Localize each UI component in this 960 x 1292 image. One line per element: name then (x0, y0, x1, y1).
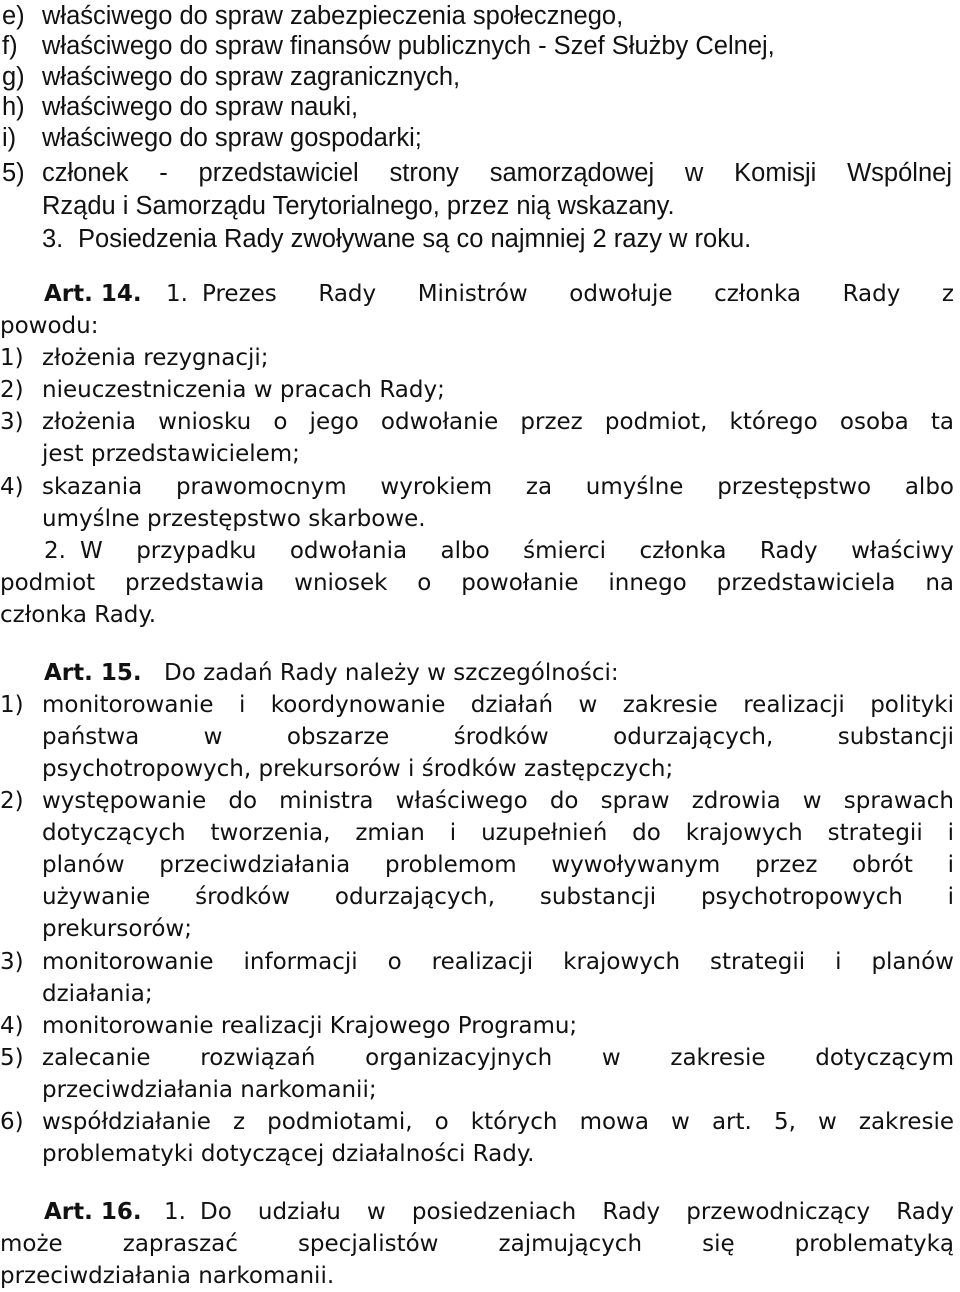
list-text: Rządu i Samorządu Terytorialnego, przez nią wskazany. (42, 192, 675, 220)
art-15-item-1-continued (0, 721, 956, 753)
art-14-item-4-continued (0, 503, 956, 535)
list-text: monitorowanie i koordynowanie działań w zakresie realizacji polityki (42, 692, 954, 718)
art-14-para-2-line-2 (0, 567, 956, 599)
art-15-item-2-continued (0, 849, 956, 881)
art-14-para-2-line-1 (0, 535, 956, 567)
list-label: e) (2, 2, 25, 30)
paragraph-text: W przypadku odwołania albo śmierci członka Rady właściwy (80, 538, 954, 564)
art-14-para-2-line-3 (0, 599, 956, 631)
art-15-item-5 (0, 1042, 956, 1074)
art-15-item-1 (0, 689, 956, 721)
art-14-item-2 (0, 374, 956, 406)
list-text: państwa w obszarze środków odurzających, substancji (42, 724, 954, 750)
paragraph-text: może zapraszać specjalistów zajmujących się problematyką (0, 1231, 954, 1257)
list-item-5 (0, 157, 956, 189)
paragraph-text: Posiedzenia Rady zwoływane są co najmniej 2 razy w roku. (78, 225, 752, 253)
list-text: przeciwdziałania narkomanii; (42, 1077, 377, 1103)
art-15-item-6-continued (0, 1138, 956, 1170)
article-heading: Art. 16. (44, 1199, 142, 1225)
paragraph-3 (0, 223, 956, 255)
list-label: 3) (0, 409, 24, 435)
list-label: 5) (0, 1045, 24, 1071)
list-label: 2) (0, 788, 24, 814)
art-15-item-3 (0, 946, 956, 978)
art-15-item-4 (0, 1010, 956, 1042)
list-item-f (0, 30, 956, 62)
list-label: i) (2, 124, 17, 152)
art-14-line-1 (0, 278, 956, 310)
list-label: g) (2, 63, 25, 91)
art-15-heading-line (0, 657, 956, 689)
list-text: właściwego do spraw zagranicznych, (42, 63, 461, 91)
paragraph-number: 3. (42, 225, 64, 253)
list-label: 4) (0, 1013, 24, 1039)
list-text: planów przeciwdziałania problemom wywoływanym przez obrót i (42, 852, 954, 878)
list-label: 4) (0, 474, 24, 500)
art-14-item-1 (0, 342, 956, 374)
art-14-item-4 (0, 471, 956, 503)
list-text: prekursorów; (42, 916, 192, 942)
list-text: zalecanie rozwiązań organizacyjnych w zakresie dotyczącym (42, 1045, 954, 1071)
paragraph-number: 1. (164, 1199, 186, 1225)
list-text: monitorowanie informacji o realizacji krajowych strategii i planów (42, 949, 954, 975)
art-16-line-1 (0, 1196, 956, 1228)
art-15-item-3-continued (0, 978, 956, 1010)
article-heading: Art. 15. (44, 660, 142, 686)
list-label: 1) (0, 692, 24, 718)
list-text: członek - przedstawiciel strony samorządowej w Komisji Wspólnej (42, 159, 952, 187)
list-text: właściwego do spraw finansów publicznych - Szef Służby Celnej, (42, 32, 775, 60)
paragraph-text: przeciwdziałania narkomanii. (0, 1263, 335, 1289)
paragraph-text: powodu: (0, 313, 99, 339)
list-label: 5) (2, 159, 25, 187)
list-label: 1) (0, 345, 24, 371)
list-label: f) (2, 32, 18, 60)
list-label: h) (2, 93, 25, 121)
list-text: jest przedstawicielem; (42, 441, 300, 467)
list-text: współdziałanie z podmiotami, o których mowa w art. 5, w zakresie (42, 1109, 954, 1135)
paragraph-text: Prezes Rady Ministrów odwołuje członka Rady z (202, 281, 954, 307)
art-15-item-2-continued (0, 881, 956, 913)
list-label: 3) (0, 949, 24, 975)
list-text: problematyki dotyczącej działalności Rady. (42, 1141, 535, 1167)
list-text: skazania prawomocnym wyrokiem za umyślne przestępstwo albo (42, 474, 954, 500)
art-14-line-2 (0, 310, 956, 342)
list-item-5-continued (0, 190, 956, 222)
paragraph-text: Do udziału w posiedzeniach Rady przewodniczący Rady (200, 1199, 954, 1225)
list-label: 2) (0, 377, 24, 403)
list-text: dotyczących tworzenia, zmian i uzupełnień do krajowych strategii i (42, 820, 954, 846)
art-15-item-2-continued (0, 817, 956, 849)
art-15-item-1-continued (0, 753, 956, 785)
list-item-g (0, 61, 956, 93)
list-text: właściwego do spraw gospodarki; (42, 124, 422, 152)
art-15-item-2-continued (0, 913, 956, 945)
list-text: złożenia rezygnacji; (42, 345, 269, 371)
list-text: właściwego do spraw nauki, (42, 93, 359, 121)
art-14-item-3 (0, 406, 956, 438)
art-14-item-3-continued (0, 438, 956, 470)
art-15-item-5-continued (0, 1074, 956, 1106)
list-text: używanie środków odurzających, substancji psychotropowych i (42, 884, 954, 910)
paragraph-text: Do zadań Rady należy w szczególności: (164, 660, 619, 686)
list-text: monitorowanie realizacji Krajowego Programu; (42, 1013, 578, 1039)
paragraph-number: 1. (166, 281, 188, 307)
list-text: działania; (42, 981, 153, 1007)
list-text: psychotropowych, prekursorów i środków zastępczych; (42, 756, 674, 782)
list-text: występowanie do ministra właściwego do spraw zdrowia w sprawach (42, 788, 954, 814)
art-16-line-3 (0, 1260, 956, 1292)
list-text: złożenia wniosku o jego odwołanie przez podmiot, którego osoba ta (42, 409, 954, 435)
paragraph-text: podmiot przedstawia wniosek o powołanie innego przedstawiciela na (0, 570, 954, 596)
list-item-h (0, 91, 956, 123)
list-item-e (0, 0, 956, 32)
paragraph-text: członka Rady. (0, 602, 157, 628)
list-label: 6) (0, 1109, 24, 1135)
list-text: umyślne przestępstwo skarbowe. (42, 506, 426, 532)
article-heading: Art. 14. (44, 281, 142, 307)
list-item-i (0, 122, 956, 154)
paragraph-number: 2. (44, 538, 66, 564)
list-text: właściwego do spraw zabezpieczenia społecznego, (42, 2, 624, 30)
list-text: nieuczestniczenia w pracach Rady; (42, 377, 445, 403)
art-15-item-6 (0, 1106, 956, 1138)
art-15-item-2 (0, 785, 956, 817)
art-16-line-2 (0, 1228, 956, 1260)
